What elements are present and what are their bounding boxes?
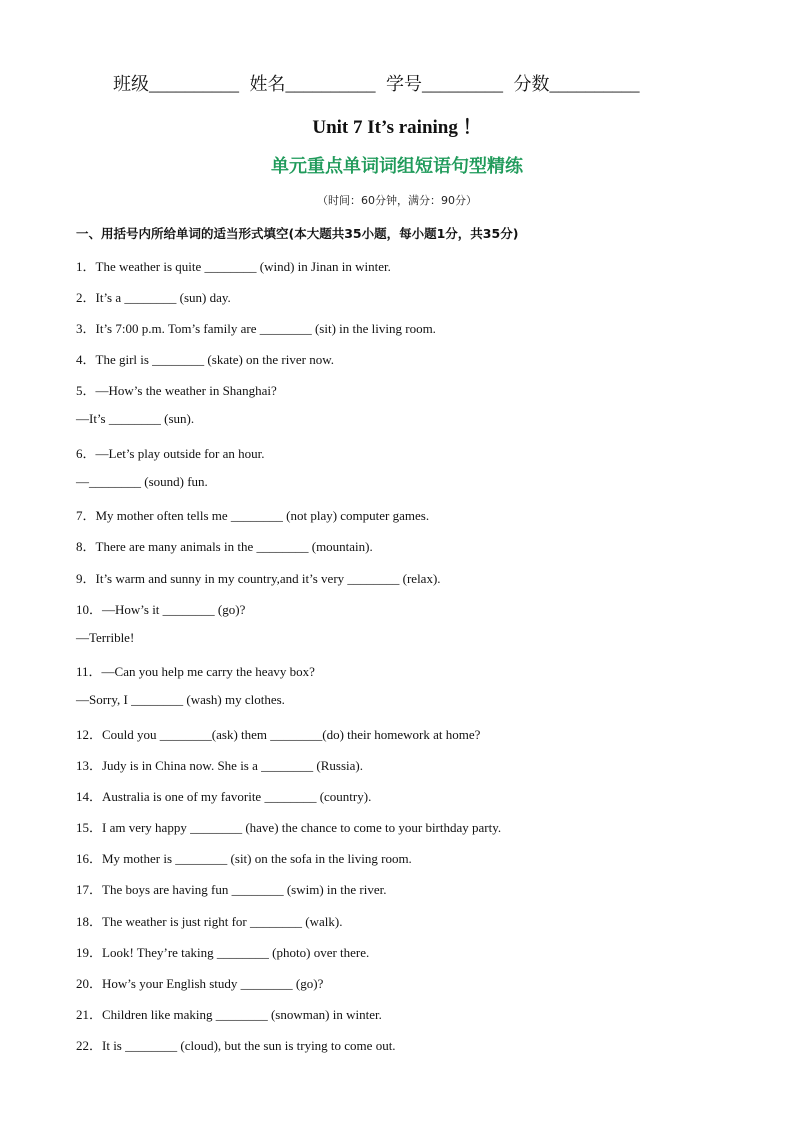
question-line: 2．It’s a ________ (sun) day. (76, 290, 231, 305)
question-line: 5．—How’s the weather in Shanghai? (76, 383, 277, 398)
question-line: 6．—Let’s play outside for an hour. (76, 446, 265, 461)
question-line: 1．The weather is quite ________ (wind) in Jinan in winter. (76, 259, 391, 274)
page-title: Unit 7 It’s raining ！ (312, 117, 482, 138)
question-line: 12．Could you ________(ask) them ________(do) their homework at home? (76, 727, 481, 742)
question-line: 10．—How’s it ________ (go)? (76, 602, 246, 617)
section-heading: 一、用括号内所给单词的适当形式填空(本大题共35小题，每小题1分，共35分) (76, 226, 519, 241)
question-line: 7．My mother often tells me ________ (not play) computer games. (76, 508, 430, 523)
question-line: 3．It’s 7:00 p.m. Tom’s family are ________ (sit) in the living room. (76, 321, 436, 336)
question-line: 8．There are many animals in the ________ (mountain). (76, 539, 373, 554)
question-line: —Sorry, I ________ (wash) my clothes. (76, 692, 285, 707)
time-score-info: （时间：60分钟，满分：90分） (317, 194, 477, 207)
student-id-field: 学号_________ (386, 74, 503, 94)
question-line: 15．I am very happy ________ (have) the chance to come to your birthday party. (76, 820, 502, 835)
question-line: 18．The weather is just right for ________ (walk). (76, 914, 343, 929)
name-field: 姓名__________ (249, 74, 376, 94)
score-field: 分数__________ (513, 74, 640, 94)
page-subtitle: 单元重点单词词组短语句型精练 (271, 156, 523, 177)
question-line: —It’s ________ (sun). (76, 411, 195, 426)
question-line: 11．—Can you help me carry the heavy box? (76, 664, 315, 679)
question-line: 4．The girl is ________ (skate) on the river now. (76, 352, 335, 367)
question-line: 14．Australia is one of my favorite ________ (country). (76, 789, 372, 804)
question-line: —________ (sound) fun. (76, 474, 208, 489)
question-line: 19．Look! They’re taking ________ (photo) over there. (76, 945, 370, 960)
question-line: 22．It is ________ (cloud), but the sun is trying to come out. (76, 1038, 396, 1053)
class-field: 班级__________ (113, 74, 239, 94)
question-line: 13．Judy is in China now. She is a ________ (Russia). (76, 758, 363, 773)
question-line: —Terrible! (76, 630, 135, 645)
question-line: 16．My mother is ________ (sit) on the sofa in the living room. (76, 851, 412, 866)
question-line: 17．The boys are having fun ________ (swim) in the river. (76, 882, 387, 897)
student-info-line (113, 70, 713, 96)
question-line: 20．How’s your English study ________ (go)? (76, 976, 324, 991)
question-line: 21．Children like making ________ (snowman) in winter. (76, 1007, 382, 1022)
question-line: 9．It’s warm and sunny in my country,and it’s very ________ (relax). (76, 571, 441, 586)
